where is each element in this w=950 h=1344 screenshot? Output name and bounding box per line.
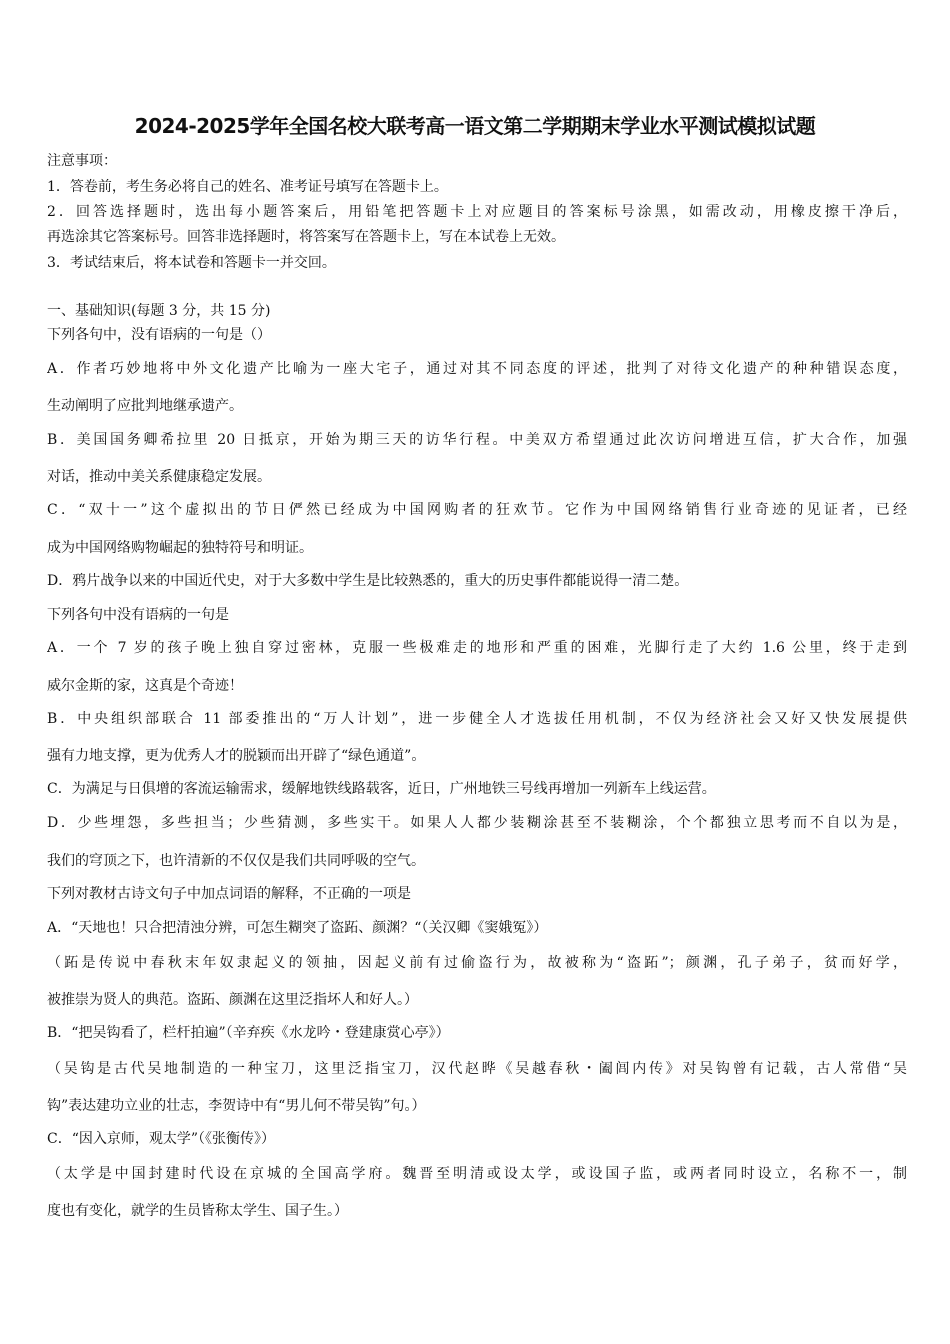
question-2-option-a-cont: 威尔金斯的家，这真是个奇迹！ — [47, 678, 243, 694]
question-1-option-a-cont: 生动阐明了应批判地继承遗产。 — [47, 398, 243, 414]
question-3-option-c-note-cont: 度也有变化，就学的生员皆称太学生、国子生。） — [47, 1203, 348, 1219]
question-3-option-c: C．“因入京师，观太学”（《张衡传》） — [47, 1131, 276, 1147]
question-1-option-b: B．美国国务卿希拉里 20 日抵京，开始为期三天的访华行程。中美双方希望通过此次访问增进互信，扩大合作，加强 — [47, 432, 907, 448]
question-2-option-b: B．中央组织部联合 11 部委推出的“万人计划”，进一步健全人才选拔任用机制，不仅为经济社会又好又快发展提供 — [47, 711, 907, 727]
question-3-option-b-note-cont: 钩”表达建功立业的壮志，李贺诗中有“男儿何不带吴钩”句。） — [47, 1098, 426, 1114]
question-3-option-a: A．“天地也！只合把清浊分辨，可怎生糊突了盗跖、颜渊？“（关汉卿《窦娥冤》） — [47, 920, 548, 936]
question-1-option-a: A．作者巧妙地将中外文化遗产比喻为一座大宅子，通过对其不同态度的评述，批判了对待文化遗产的种种错误态度， — [47, 361, 907, 377]
question-3-option-a-note: （跖是传说中春秋末年奴隶起义的领抽，因起义前有过偷盗行为，故被称为“盗跖”；颜渊，孔子弟子，贫而好学， — [47, 955, 907, 971]
question-1-option-d: D．鸦片战争以来的中国近代史，对于大多数中学生是比较熟悉的，重大的历史事件都能说得一清二楚。 — [47, 573, 689, 589]
notice-item: 再选涂其它答案标号。回答非选择题时，将答案写在答题卡上，写在本试卷上无效。 — [47, 229, 565, 245]
notice-item: 1．答卷前，考生务必将自己的姓名、准考证号填写在答题卡上。 — [47, 179, 448, 195]
notice-heading: 注意事项： — [47, 153, 117, 169]
question-2-stem: 下列各句中没有语病的一句是 — [47, 607, 229, 623]
question-1-stem: 下列各句中，没有语病的一句是（） — [47, 327, 271, 343]
question-3-stem: 下列对教材古诗文句子中加点词语的解释，不正确的一项是 — [47, 886, 411, 902]
question-2-option-d-cont: 我们的穹顶之下，也许清新的不仅仅是我们共同呼吸的空气。 — [47, 853, 425, 869]
page-title: 2024-2025学年全国名校大联考高一语文第二学期期末学业水平测试模拟试题 — [134, 114, 816, 138]
question-3-option-c-note: （太学是中国封建时代设在京城的全国高学府。魏晋至明清或设太学，或设国子监，或两者同时设立，名称不一，制 — [47, 1166, 907, 1182]
section-heading: 一、基础知识(每题 3 分，共 15 分) — [47, 303, 271, 319]
question-3-option-b-note: （吴钩是古代吴地制造的一种宝刀，这里泛指宝刀，汉代赵晔《吴越春秋・阖闾内传》对吴钩曾有记载，古人常借“吴 — [47, 1061, 907, 1077]
question-1-option-b-cont: 对话，推动中美关系健康稳定发展。 — [47, 469, 271, 485]
question-3-option-a-note-cont: 被推崇为贤人的典范。盗跖、颜渊在这里泛指坏人和好人。） — [47, 992, 418, 1008]
question-3-option-b: B．“把吴钩看了，栏杆拍遍”（辛弃疾《水龙吟・登建康赏心亭》） — [47, 1025, 450, 1041]
question-2-option-d: D．少些埋怨，多些担当；少些猜测，多些实干。如果人人都少装糊涂甚至不装糊涂，个个都独立思考而不自以为是， — [47, 815, 907, 831]
notice-item: 2．回答选择题时，选出每小题答案后，用铅笔把答题卡上对应题目的答案标号涂黑，如需改动，用橡皮擦干净后， — [47, 204, 907, 220]
question-1-option-c: C．“双十一”这个虚拟出的节日俨然已经成为中国网购者的狂欢节。它作为中国网络销售行业奇迹的见证者，已经 — [47, 502, 907, 518]
question-1-option-c-cont: 成为中国网络购物崛起的独特符号和明证。 — [47, 540, 313, 556]
question-2-option-b-cont: 强有力地支撑，更为优秀人才的脱颖而出开辟了“绿色通道”。 — [47, 748, 426, 764]
question-2-option-c: C．为满足与日俱增的客流运输需求，缓解地铁线路载客，近日，广州地铁三号线再增加一列新车上线运营。 — [47, 781, 716, 797]
notice-item: 3．考试结束后，将本试卷和答题卡一并交回。 — [47, 255, 336, 271]
question-2-option-a: A．一个 7 岁的孩子晚上独自穿过密林，克服一些极难走的地形和严重的困难，光脚行走了大约 1.6 公里，终于走到 — [47, 640, 907, 656]
